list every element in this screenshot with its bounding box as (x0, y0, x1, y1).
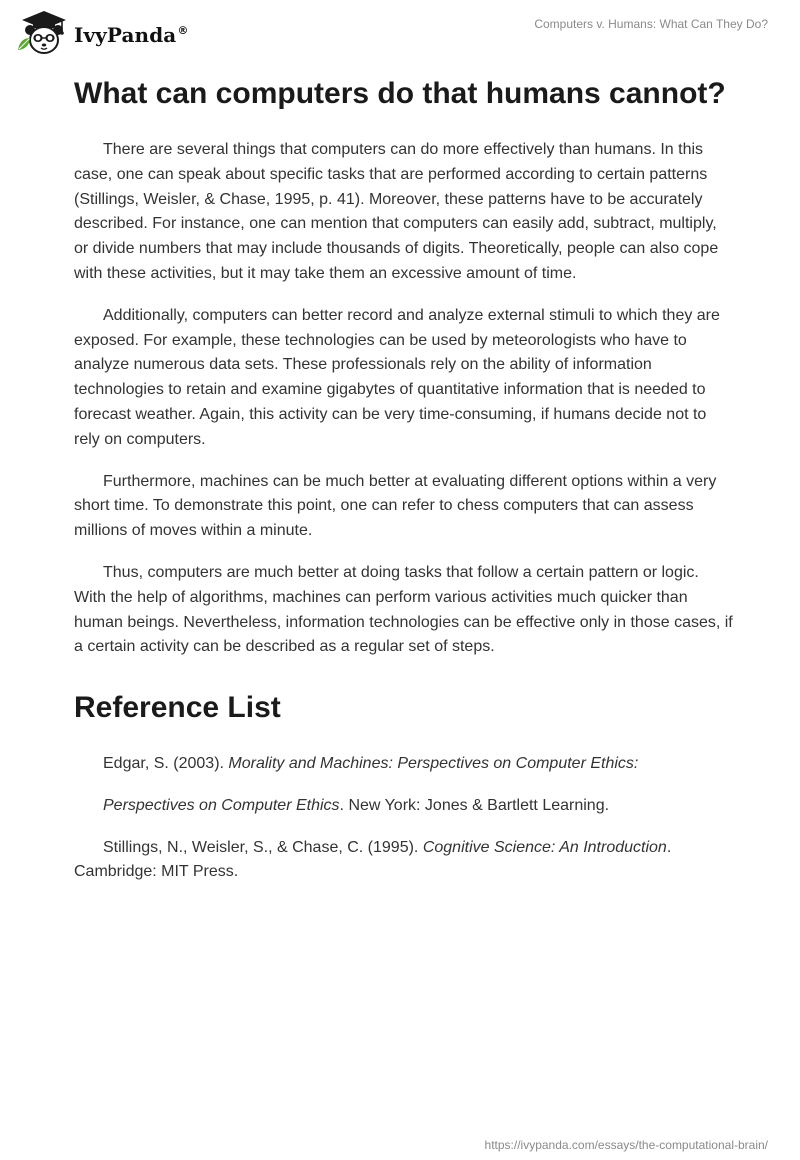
paragraph-1: There are several things that computers can do more effectively than humans. In this case, one can speak about specific tasks that are performed according to certain patterns (Stillings, Weisler, & Chase, 1995, p. 41). Moreover, these patterns have to be accurately described. For instance, one can mention that computers can easily add, subtract, multiply, or divide numbers that may include thousands of digits. Theoretically, people can also cope with these activities, but it may take them an excessive amount of time. (74, 141, 719, 282)
paragraph-3: Furthermore, machines can be much better at evaluating different options within a very short time. To demonstrate this point, one can refer to chess computers that can assess millions of moves within a minute. (74, 472, 717, 540)
reference-2-author: Stillings, N., Weisler, S., & Chase, C. (1995). (103, 839, 423, 857)
reference-1-author: Edgar, S. (2003). (103, 755, 229, 773)
paragraph-2: Additionally, computers can better record and analyze external stimuli to which they are exposed. For example, these technologies can be used by meteorologists who have to analyze numerous data sets. These professionals rely on the ability of information technologies to retain and examine gigabytes of quantitative information that is needed to forecast weather. Again, this activity can be very time-consuming, if humans decide not to rely on computers. (74, 306, 720, 448)
reference-2-publisher: . Cambridge: MIT Press. (74, 839, 672, 881)
reference-2-title: Cognitive Science: An Introduction (422, 839, 667, 857)
registered-mark: ® (177, 24, 189, 38)
reference-1-line-1 (74, 752, 734, 776)
section-heading: What can computers do that humans cannot? (74, 77, 726, 110)
document-title: Computers v. Humans: What Can They Do? (534, 17, 768, 31)
brand-name: IvyPanda® (74, 23, 189, 47)
panda-graduate-icon (14, 8, 70, 58)
ivypanda-logo[interactable] (14, 8, 188, 58)
reference-1-title-part-2: Perspectives on Computer Ethics (103, 797, 340, 815)
essay-content (74, 66, 734, 902)
reference-list-heading: Reference List (74, 691, 281, 725)
reference-2 (74, 836, 734, 884)
source-url[interactable]: https://ivypanda.com/essays/the-computational-brain/ (484, 1138, 768, 1152)
reference-1-publisher: . New York: Jones & Bartlett Learning. (339, 797, 610, 815)
paragraph-4: Thus, computers are much better at doing tasks that follow a certain pattern or logic. With the help of algorithms, machines can perform various activities much quicker than human beings. Nevertheless, information technologies can be effective only in those cases, if a certain activity can be described as a regular set of steps. (74, 563, 733, 656)
reference-1-line-2 (74, 794, 734, 818)
reference-1-title-part-1: Morality and Machines: Perspectives on Computer Ethics: (228, 755, 639, 773)
page-header (0, 0, 800, 66)
